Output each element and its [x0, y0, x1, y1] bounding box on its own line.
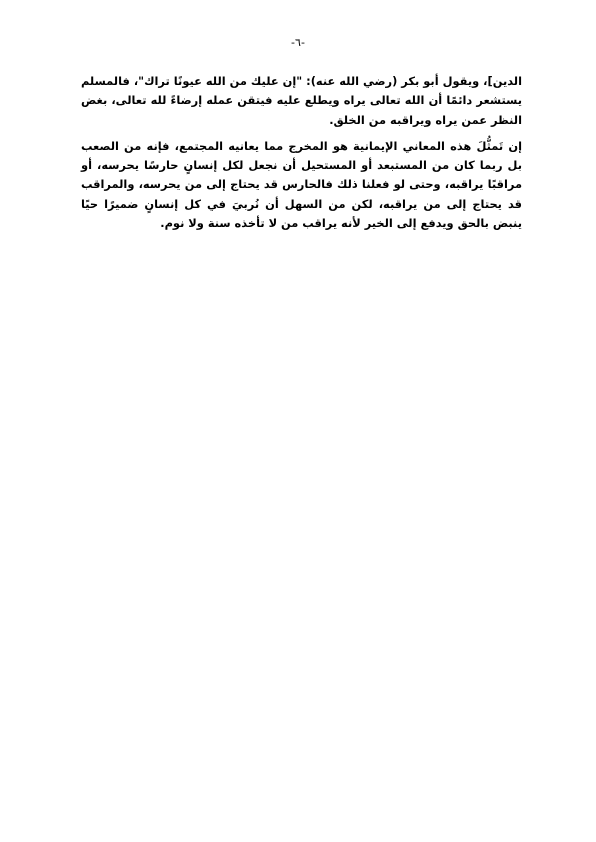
paragraph-2: إن تَمثُّلَ هذه المعاني الإيمانية هو المخرج مما يعانيه المجتمع، فإنه من الصعب بل ربما كان من المستبعد أو المستحيل أن نجعل لكل إنسانٍ حارسًا يحرسه، أو مراقبًا يراقبه، وحتى لو فعلنا ذلك فالحارس قد يحتاج إلى من يحرسه، والمراقب قد يحتاج إلى من يراقبه، لكن من السهل أن نُربيَ في كل إنسانٍ ضميرًا حيًا ينبض بالحق ويدفع إلى الخير لأنه يراقب من لا تأخذه سنة ولا نوم. [81, 138, 522, 231]
page-number: -٦- [291, 36, 305, 49]
paragraph-1: الدين]، ويقول أبو بكر (رضي الله عنه): "إن عليك من الله عيونًا تراك"، فالمسلم يستشعر دائمًا أن الله تعالى يراه ويطلع عليه فيتقن عمله إرضاءً لله تعالى، بغض النظر عمن يراه ويراقبه من الخلق. [81, 74, 522, 127]
body-text [81, 72, 522, 233]
